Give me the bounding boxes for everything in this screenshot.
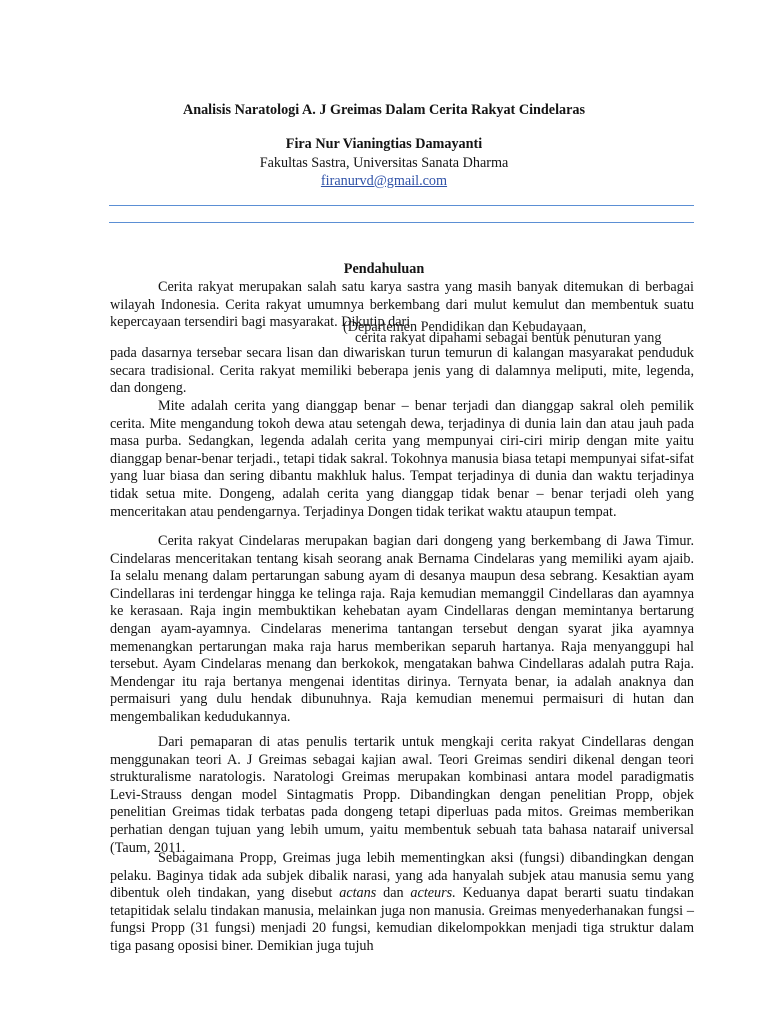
header-divider-top — [109, 205, 694, 206]
header-divider-bottom — [109, 222, 694, 223]
text-run: Keduanya dapat berarti suatu tindakan tetapitidak selalu tindakan manusia, melainkan juga non manusia. Greimas menyederhanakan fungsi – fungsi Propp (31 fungsi) menjadi 20 fungsi, kemudian dikelompokkan menjadi tiga struktur dalam tiga pasang oposisi biner. Demikian juga tujuh — [110, 885, 694, 954]
paragraph-text: pada dasarnya tersebar secara lisan dan diwariskan turun temurun di kalangan masyarakat penduduk secara tradisional. Cerita rakyat memiliki beberapa jenis yang di dalamnya meliputi, mite, legenda, dan dongeng. — [110, 345, 694, 397]
paragraph-mite — [110, 398, 694, 521]
paper-title: Analisis Naratologi A. J Greimas Dalam Cerita Rakyat Cindelaras — [182, 102, 586, 118]
paragraph-text — [110, 850, 694, 956]
paragraph-text: Dari pemaparan di atas penulis tertarik untuk mengkaji cerita rakyat Cindellaras dengan menggunakan teori A. J Greimas sebagai kajian awal. Teori Greimas sendiri dikenal dengan teori strukturalisme naratologis. Naratologi Greimas merupakan kombinasi antara model paradigmatis Levi-Strauss dengan model Sintagmatis Propp. Dibandingkan dengan penelitian Propp, objek penelitian Greimas tidak terbatas pada dongeng tetapi diperluas pada mitos. Greimas memberikan perhatian dengan tujuan yang lebih umum, yaitu membentuk sebuah tata bahasa nataraif universal (Taum, 2011. — [110, 734, 694, 856]
overlapping-citation-text-2: cerita rakyat dipahami sebagai bentuk penuturan yang — [355, 330, 662, 346]
text-run: dan — [376, 885, 411, 902]
paragraph-text: Cerita rakyat merupakan salah satu karya sastra yang masih banyak ditemukan di berbagai wilayah Indonesia. Cerita rakyat umumnya berkembang dari mulut kemulut dan membentuk suatu kepercayaan tersendiri bagi masyarakat. Dikutip dari — [110, 279, 694, 331]
paragraph-text: Mite adalah cerita yang dianggap benar – benar terjadi dan dianggap sakral oleh pemilik cerita. Mite mengandung tokoh dewa atau setengah dewa, terjadinya di dunia lain dan atau jauh pada masa purba. Sedangkan, legenda adalah cerita yang mempunyai ciri-ciri mirip dengan mite yaitu dianggap benar-benar terjadi., tetapi tidak sakral. Tokohnya manusia biasa tetapi mempunyai sifat-sifat yang luar biasa dan sering dibantu makhluk halus. Tempat terjadinya di dunia dan waktu terjadinya tidak setua mite. Dongeng, adalah cerita yang dianggap tidak benar – benar terjadi oleh yang menceritakan atau pendengarnya. Terjadinya Dongen tidak terikat waktu ataupun tempat. — [110, 398, 694, 520]
text-run: Sebagaimana Propp, Greimas juga lebih mementingkan aksi (fungsi) dibandingkan dengan pelaku. Baginya tidak ada subjek dibalik narasi, yang ada hanyalah subjek atau manusia semu yang dibentuk oleh tindakan, yang disebut — [110, 850, 694, 902]
term-acteurs: acteurs. — [410, 885, 456, 902]
term-actans: actans — [339, 885, 377, 902]
paragraph-propp-greimas — [110, 850, 694, 956]
paragraph-intro-part2 — [110, 345, 694, 398]
author-email-link[interactable]: firanurvd@gmail.com — [320, 173, 448, 189]
paragraph-cindelaras — [110, 533, 694, 727]
paragraph-greimas-intro — [110, 734, 694, 857]
author-affiliation: Fakultas Sastra, Universitas Sanata Dharma — [259, 155, 509, 171]
author-name: Fira Nur Vianingtias Damayanti — [285, 136, 483, 152]
paragraph-text: Cerita rakyat Cindelaras merupakan bagian dari dongeng yang berkembang di Jawa Timur. Cindelaras menceritakan tentang kisah seorang anak Bernama Cindelaras yang memiliki ayam ajaib. Ia selalu menang dalam pertarungan sabung ayam di desanya maupun desa sebrang. Kesaktian ayam Cindellaras ini terdengar hingga ke telinga raja. Raja kemudian memanggil Cindellaras dan ayamnya ke kerasaan. Raja ingin membuktikan kehebatan ayam Cindellaras dengan memintanya bertarung dengan ayam-ayamnya. Cindelaras menerima tantangan tersebut dengan syarat jika ayamnya memenangkan pertarungan maka raja harus memberikan separuh hartanya. Raja menyanggupi hal tersebut. Ayam Cindelaras menang dan berkokok, mengatakan bahwa Cindellaras adalah putra Raja. Mendengar itu raja bertanya mengenai identitas dirinya. Ternyata benar, ia adalah anaknya dan permaisuri yang dulu hendak dibunuhnya. Raja kemudian menemui permaisuri di hutan dan mengembalikan kedudukannya. — [110, 533, 694, 725]
overlapping-citation-text: (Departemen Pendidikan dan Kebudayaan, — [343, 319, 587, 335]
section-heading: Pendahuluan — [343, 261, 425, 277]
